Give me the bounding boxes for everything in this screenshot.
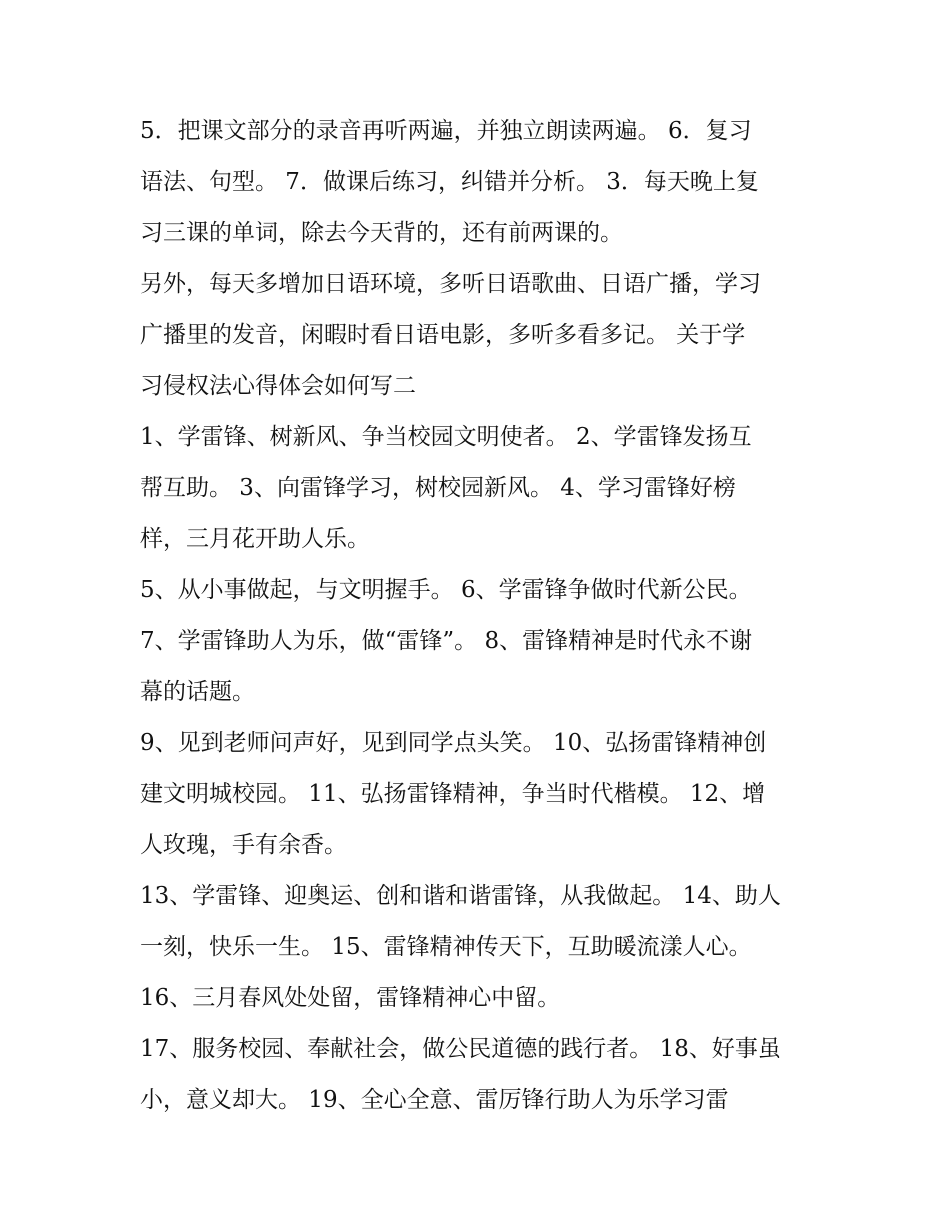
text-line: 1、学雷锋、树新风、争当校园文明使者。 2、学雷锋发扬互 [140,424,752,450]
text-line: 17、服务校园、奉献社会，做公民道德的践行者。 18、好事虽 [140,1036,781,1062]
text-line: 幕的话题。 [140,679,255,705]
text-line: 习侵权法心得体会如何写二 [140,373,416,399]
text-line: 另外，每天多增加日语环境，多听日语歌曲、日语广播，学习 [140,271,761,297]
text-line: 帮互助。 3、向雷锋学习，树校园新风。 4、学习雷锋好榜 [140,475,736,501]
text-line: 建文明城校园。 11、弘扬雷锋精神，争当时代楷模。 12、增 [140,781,766,807]
document-body [140,106,820,1126]
text-line: 小，意义却大。 19、全心全意、雷厉锋行助人为乐学习雷 [140,1087,729,1113]
text-line: 广播里的发音，闲暇时看日语电影，多听多看多记。 关于学 [140,322,746,348]
text-line: 样，三月花开助人乐。 [140,526,370,552]
text-line: 人玫瑰，手有余香。 [140,832,347,858]
text-line: 9、见到老师问声好，见到同学点头笑。 10、弘扬雷锋精神创 [140,730,767,756]
text-line: 16、三月春风处处留，雷锋精神心中留。 [140,985,561,1011]
text-line: 7、学雷锋助人为乐，做“雷锋”。 8、雷锋精神是时代永不谢 [140,628,753,654]
text-line: 13、学雷锋、迎奥运、创和谐和谐雷锋，从我做起。 14、助人 [140,883,781,909]
text-line: 语法、句型。 7．做课后练习，纠错并分析。 3．每天晚上复 [140,169,759,195]
text-line: 5．把课文部分的录音再听两遍，并独立朗读两遍。 6．复习 [140,118,752,144]
text-line: 习三课的单词，除去今天背的，还有前两课的。 [140,220,623,246]
text-line: 一刻，快乐一生。 15、雷锋精神传天下，互助暖流漾人心。 [140,934,752,960]
text-line: 5、从小事做起，与文明握手。 6、学雷锋争做时代新公民。 [140,577,752,603]
